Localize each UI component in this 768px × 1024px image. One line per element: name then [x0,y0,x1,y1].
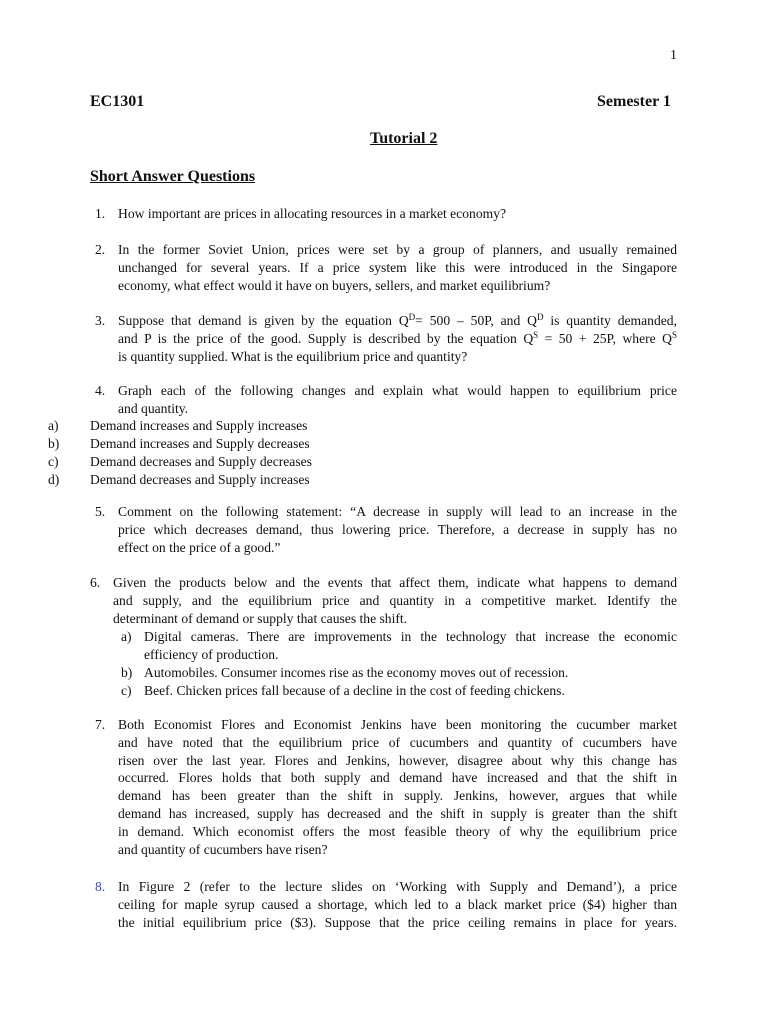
question-number: 7. [95,717,106,732]
question-line: demand has been greater than the shift in supply. Jenkins, however, argues that while [118,788,677,804]
question-1 [95,205,678,223]
question-number: 3. [95,313,106,328]
page-number: 1 [670,48,677,63]
question-number: 2. [95,242,106,257]
question-line: occurred. Flores holds that both supply and demand have increased and that the shift in [118,770,677,786]
question-text: How important are prices in allocating resources in a market economy? [118,206,507,221]
question-line: price which decreases demand, thus lowering price. Therefore, a decrease in supply has no [118,521,677,537]
question-6-item-b: b) Automobiles. Consumer incomes rise as the economy moves out of recession. [121,665,569,680]
question-line: determinant of demand or supply that causes the shift. [113,610,408,626]
question-8 [95,878,677,931]
question-number: 8. [95,879,106,894]
question-line: Comment on the following statement: “A decrease in supply will lead to an increase in the [118,504,677,519]
section-title: Short Answer Questions [90,168,256,185]
question-3 [95,312,677,365]
question-number: 4. [95,383,106,398]
question-line: and P is the price of the good. Supply is described by the equation $Q^S = 50 + 25P$, where $Q^S$ [118,329,677,346]
question-line: In Figure 2 (refer to the lecture slides on ‘Working with Supply and Demand’), a price [118,879,677,894]
question-line: in demand. Which economist offers the most feasible theory of why the equilibrium price [118,823,677,839]
question-line: Suppose that demand is given by the equation $Q^D= 500 - 50P$, and $Q^D$ is quantity demanded, [118,312,677,328]
question-line: the initial equilibrium price ($3). Suppose that the price ceiling remains in place for years. [118,914,677,930]
question-line: Graph each of the following changes and explain what would happen to equilibrium price [118,383,677,398]
question-number: 6. [90,575,101,590]
question-line: demand has increased, supply has decreased and the shift in supply is greater than the shift [118,805,677,821]
question-number: 1. [95,206,106,221]
course-code: EC1301 [90,93,145,110]
question-line: Given the products below and the events that affect them, indicate what happens to demand [113,575,677,590]
tutorial-title: Tutorial 2 [370,130,438,147]
question-line: and quantity of cucumbers have risen? [118,841,328,857]
question-5 [95,503,677,556]
question-line: and quantity. [118,400,189,416]
question-number: 5. [95,504,106,519]
question-7 [95,716,677,858]
question-line: risen over the last year. Flores and Jenkins, however, disagree about why this change has [118,752,677,768]
question-line: unchanged for several years. If a price system like this were introduced in the Singapore [118,259,677,275]
question-line: effect on the price of a good.” [118,539,281,555]
question-2 [95,241,677,294]
question-6-item-c: c) Beef. Chicken prices fall because of a decline in the cost of feeding chickens. [121,683,565,698]
question-line: and supply, and the equilibrium price and quantity in a competitive market. Identify the [113,592,677,608]
question-line: ceiling for maple syrup caused a shortage, which led to a black market price ($4) higher than [118,896,677,912]
question-6-item-a: a) Digital cameras. There are improvements in the technology that increase the economic efficiency of production. [121,629,677,662]
question-line: is quantity supplied. What is the equilibrium price and quantity? [118,348,468,364]
question-line: and have noted that the equilibrium price of cucumbers and quantity of cucumbers have [118,734,677,750]
question-line: In the former Soviet Union, prices were set by a group of planners, and usually remained [118,242,677,257]
question-4 [95,382,677,418]
question-line: economy, what effect would it have on buyers, sellers, and market equilibrium? [118,277,551,293]
question-6 [90,574,677,627]
document-page: 1 EC1301 Semester 1 Tutorial 2 Short Answer Questions 1. How important are prices in allocating resources in a market economy? 2. In the former Soviet Union, prices were set by a group of planners, and usually remained unchanged for several years. If a price system like this were introduced in the Singapore economy, what effect would it have on buyers, sellers, and market equilibrium? 3. Suppose that demand is given by the equation $Q^D= 500 - 50P$, and $Q^D$ is quantity demanded, and P is the price of the good. Supply is described by the equation $Q^S = 50 + 25P$, where $Q^S$ is quantity supplied. What is the equilibrium price and quantity? 4. Graph each of the following changes and explain what would happen to equilibrium price and quantity. a) Demand increases and Supply increases b) Demand increases and Supply decreases c) Demand decreases and Supply decreases d) Demand decreases and Supply increases 5. Comment on the following statement: “A decrease in supply will lead to an increase in the price which decreases demand, thus lowering price. Therefore, a decrease in supply has no effect on the price of a good.” 6. Given the products below and the events that affect them, indicate what happens to demand and supply, and the equilibrium price and quantity in a competitive market. Identify the determinant of demand or supply that causes the shift. a) Digital cameras. There are improvements in the technology that increase the economic efficiency of production. b) Automobiles. Consumer incomes rise as the economy moves out of recession. c) Beef. Chicken prices fall because of a decline in the cost of feeding chickens. 7. Both Economist Flores and Economist Jenkins have been monitoring the cucumber market and have noted that the equilibrium price of cucumbers and quantity of cucumbers have risen over the last year. Flores and Jenkins, however, disagree about why this change has occurred. Flores holds that both supply and demand have increased and that the shift in demand has been greater than the shift in supply. Jenkins, however, argues that while demand has increased, supply has decreased and the shift in supply is greater than the shift in demand. Which economist offers the most feasible theory of why the equilibrium price and quantity of cucumbers have risen? 8. In Figure 2 (refer to the lecture slides on ‘Working with Supply and Demand’), a price ceiling for maple syrup caused a shortage, which led to a black market price ($4) higher than the initial equilibrium price ($3). Suppose that the price ceiling remains in place for years. [48,48,677,930]
semester-label: Semester 1 [597,93,671,110]
question-line: Both Economist Flores and Economist Jenkins have been monitoring the cucumber market [118,717,677,732]
